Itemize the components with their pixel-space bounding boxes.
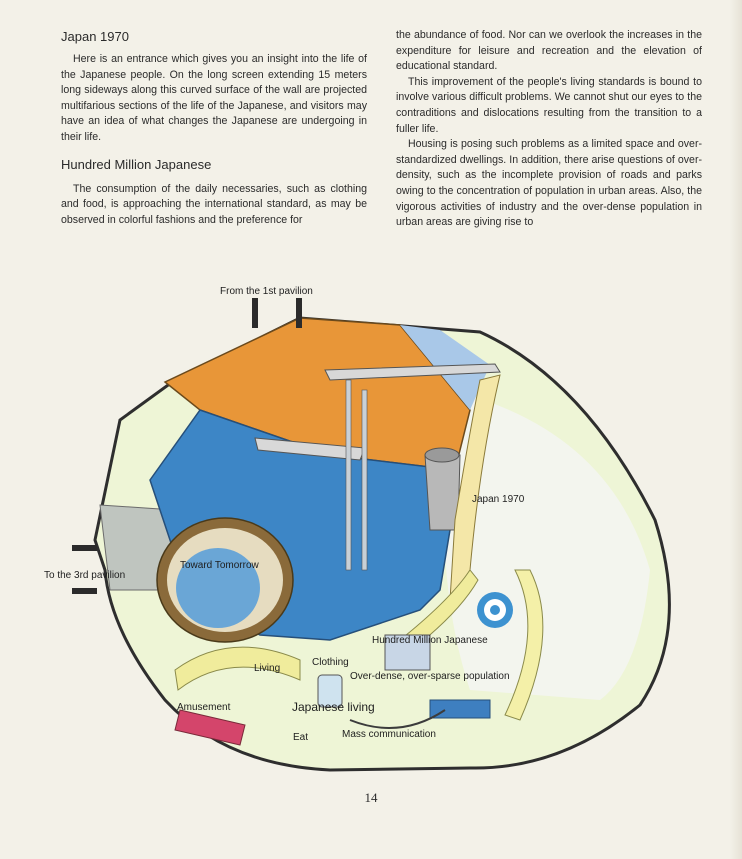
target-center: [490, 605, 500, 615]
paragraph: The consumption of the daily necessaries, such as clothing and food, is approaching the international standard, as may be observed in colorful fashions and the preference for: [61, 182, 367, 226]
paragraph: Housing is posing such problems as a limited space and over-standardized dwellings. In addition, there arise questions of over-density, such as the incomplete provision of roads and parks owing to the concentration of population in urban areas. Also, the vigorous activities of industry and the over-dense population in urban areas are giving rise to: [396, 138, 702, 229]
left-text-column: [61, 28, 367, 228]
entrance-post: [252, 298, 258, 328]
label-from-1st-pavilion: From the 1st pavilion: [220, 286, 313, 297]
label-toward-tomorrow: Toward Tomorrow: [180, 560, 259, 571]
label-mass-communication: Mass communication: [342, 729, 436, 740]
exit-post: [72, 545, 97, 551]
heading-hundred-million: Hundred Million Japanese: [61, 156, 212, 172]
label-amusement: Amusement: [177, 702, 231, 713]
label-to-3rd-pavilion: To the 3rd pavilion: [44, 570, 126, 581]
exit-post: [72, 588, 97, 594]
label-clothing: Clothing: [312, 657, 349, 668]
pole: [346, 380, 351, 570]
heading-japan-1970: Japan 1970: [61, 29, 129, 44]
paragraph: Here is an entrance which gives you an insight into the life of the Japanese people. On the long screen extending 15 meters long sideways along this curved surface of the wall are projected multifarious sections of the life of the Japanese, and visitors may have an idea of what changes the Japanese are undergoing in their life.: [61, 53, 367, 143]
blue-benches: [430, 700, 490, 718]
paragraph: This improvement of the people's living standards is bound to involve various difficult problems. We cannot shut our eyes to the contraditions and dislocations resulting from the transition to a fuller life.: [396, 75, 702, 135]
label-japan-1970: Japan 1970: [472, 494, 525, 505]
entrance-post: [296, 298, 302, 328]
paragraph: the abundance of food. Nor can we overlook the increases in the expenditure for leisure and recreation and the elevation of educational standard.: [396, 29, 702, 73]
label-japanese-living: Japanese living: [292, 700, 375, 714]
right-text-column: [396, 28, 702, 231]
label-over-dense-population: Over-dense, over-sparse population: [350, 671, 510, 682]
label-living: Living: [254, 663, 281, 674]
tower-top: [425, 448, 459, 462]
pole: [362, 390, 367, 570]
page-number: 14: [364, 790, 378, 805]
label-hundred-million: Hundred Million Japanese: [372, 635, 488, 646]
label-eat: Eat: [293, 732, 309, 743]
pavilion-floor-diagram: [0, 270, 742, 790]
